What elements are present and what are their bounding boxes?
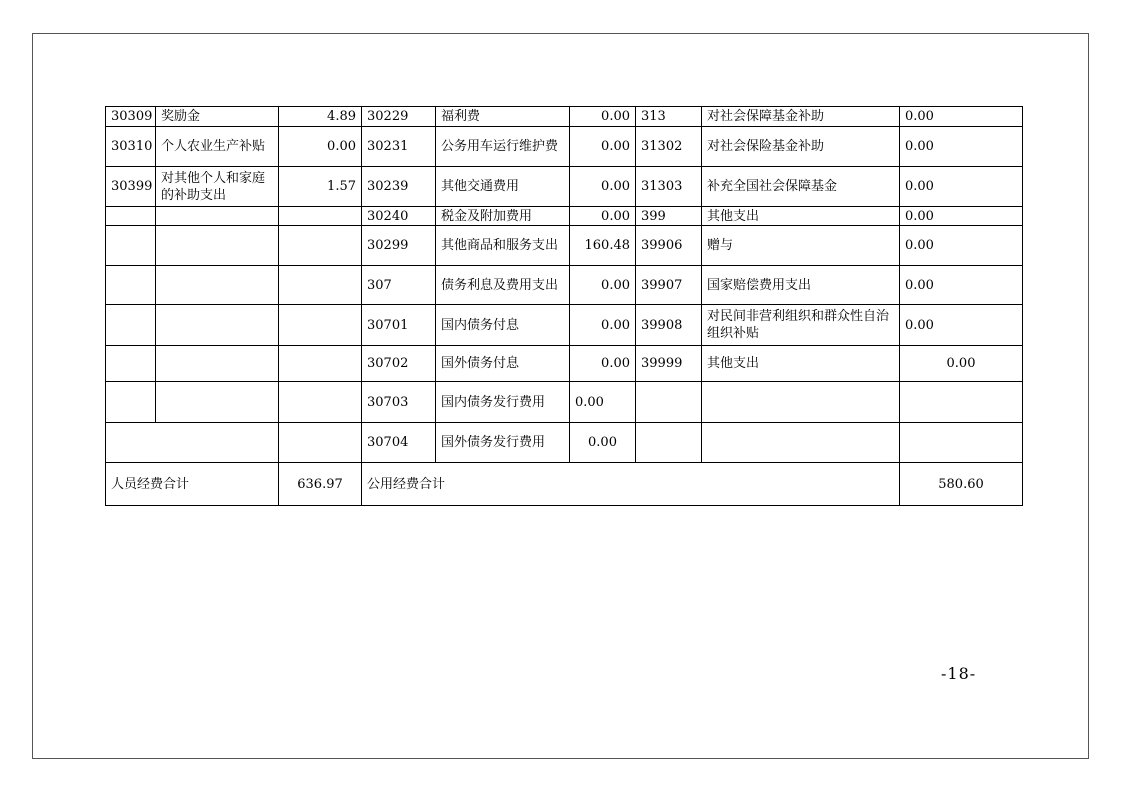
item-amount: 4.89 xyxy=(279,107,362,127)
table-row xyxy=(106,127,1023,167)
econ-code: 30399 xyxy=(106,167,156,207)
table-row xyxy=(106,423,1023,463)
item-name: 国家赔偿费用支出 xyxy=(702,266,900,305)
item-amount: 0.00 xyxy=(900,346,1023,382)
item-amount: 0.00 xyxy=(900,167,1023,207)
econ-code: 39907 xyxy=(636,266,702,305)
item-name: 奖励金 xyxy=(156,107,279,127)
item-amount: 0.00 xyxy=(900,266,1023,305)
econ-code xyxy=(636,382,702,423)
econ-code: 30701 xyxy=(362,305,436,346)
totals-row xyxy=(106,463,1023,506)
personnel-total-label: 人员经费合计 xyxy=(106,463,279,506)
item-name: 对社会保险基金补助 xyxy=(702,127,900,167)
item-amount: 0.00 xyxy=(570,382,636,423)
econ-code xyxy=(106,207,156,226)
item-name: 国外债务付息 xyxy=(436,346,570,382)
table-row xyxy=(106,207,1023,226)
item-amount: 0.00 xyxy=(570,423,636,463)
econ-code: 31303 xyxy=(636,167,702,207)
econ-code: 30239 xyxy=(362,167,436,207)
item-amount: 0.00 xyxy=(570,167,636,207)
econ-code: 307 xyxy=(362,266,436,305)
item-name: 国外债务发行费用 xyxy=(436,423,570,463)
item-name: 其他商品和服务支出 xyxy=(436,226,570,266)
item-amount: 0.00 xyxy=(900,207,1023,226)
item-amount: 0.00 xyxy=(570,107,636,127)
table-row xyxy=(106,107,1023,127)
item-amount: 0.00 xyxy=(900,127,1023,167)
item-name xyxy=(702,382,900,423)
item-name: 对其他个人和家庭的补助支出 xyxy=(156,167,279,207)
item-name: 国内债务付息 xyxy=(436,305,570,346)
item-name: 其他支出 xyxy=(702,207,900,226)
item-name: 债务利息及费用支出 xyxy=(436,266,570,305)
item-name: 税金及附加费用 xyxy=(436,207,570,226)
econ-code: 30310 xyxy=(106,127,156,167)
item-name xyxy=(156,207,279,226)
item-amount xyxy=(279,305,362,346)
item-name xyxy=(156,226,279,266)
item-amount: 0.00 xyxy=(570,346,636,382)
econ-code xyxy=(106,266,156,305)
econ-code: 30704 xyxy=(362,423,436,463)
table-row xyxy=(106,305,1023,346)
econ-code: 30703 xyxy=(362,382,436,423)
econ-code xyxy=(106,346,156,382)
public-total-value: 580.60 xyxy=(900,463,1023,506)
item-amount: 1.57 xyxy=(279,167,362,207)
table-row xyxy=(106,382,1023,423)
econ-code: 30702 xyxy=(362,346,436,382)
econ-code: 31302 xyxy=(636,127,702,167)
item-name xyxy=(702,423,900,463)
public-total-label: 公用经费合计 xyxy=(362,463,900,506)
item-amount: 0.00 xyxy=(900,107,1023,127)
expenditure-table xyxy=(105,106,1023,506)
econ-code: 39908 xyxy=(636,305,702,346)
item-name: 对社会保障基金补助 xyxy=(702,107,900,127)
item-name: 个人农业生产补贴 xyxy=(156,127,279,167)
table-row xyxy=(106,167,1023,207)
item-name xyxy=(156,266,279,305)
empty-cell xyxy=(106,423,279,463)
item-amount xyxy=(279,423,362,463)
item-name: 其他支出 xyxy=(702,346,900,382)
item-amount: 0.00 xyxy=(570,305,636,346)
econ-code: 30309 xyxy=(106,107,156,127)
item-amount: 160.48 xyxy=(570,226,636,266)
econ-code: 30240 xyxy=(362,207,436,226)
table-row xyxy=(106,266,1023,305)
econ-code xyxy=(106,305,156,346)
item-name: 其他交通费用 xyxy=(436,167,570,207)
item-name: 公务用车运行维护费 xyxy=(436,127,570,167)
personnel-total-value: 636.97 xyxy=(279,463,362,506)
item-amount: 0.00 xyxy=(570,266,636,305)
econ-code xyxy=(106,226,156,266)
item-name: 国内债务发行费用 xyxy=(436,382,570,423)
item-amount xyxy=(279,266,362,305)
econ-code: 39999 xyxy=(636,346,702,382)
table-row xyxy=(106,226,1023,266)
item-amount xyxy=(279,207,362,226)
econ-code: 30299 xyxy=(362,226,436,266)
item-amount xyxy=(900,382,1023,423)
item-amount xyxy=(279,226,362,266)
econ-code: 313 xyxy=(636,107,702,127)
econ-code: 39906 xyxy=(636,226,702,266)
item-amount: 0.00 xyxy=(900,226,1023,266)
item-amount: 0.00 xyxy=(570,207,636,226)
item-name xyxy=(156,346,279,382)
item-amount xyxy=(279,346,362,382)
item-name: 对民间非营利组织和群众性自治组织补贴 xyxy=(702,305,900,346)
item-name: 赠与 xyxy=(702,226,900,266)
econ-code xyxy=(106,382,156,423)
item-amount xyxy=(900,423,1023,463)
item-name: 福利费 xyxy=(436,107,570,127)
page-number: -18- xyxy=(941,664,977,683)
table-row xyxy=(106,346,1023,382)
item-amount: 0.00 xyxy=(900,305,1023,346)
item-amount xyxy=(279,382,362,423)
item-amount: 0.00 xyxy=(279,127,362,167)
item-name xyxy=(156,382,279,423)
item-amount: 0.00 xyxy=(570,127,636,167)
item-name: 补充全国社会保障基金 xyxy=(702,167,900,207)
econ-code xyxy=(636,423,702,463)
econ-code: 30231 xyxy=(362,127,436,167)
econ-code: 399 xyxy=(636,207,702,226)
econ-code: 30229 xyxy=(362,107,436,127)
item-name xyxy=(156,305,279,346)
